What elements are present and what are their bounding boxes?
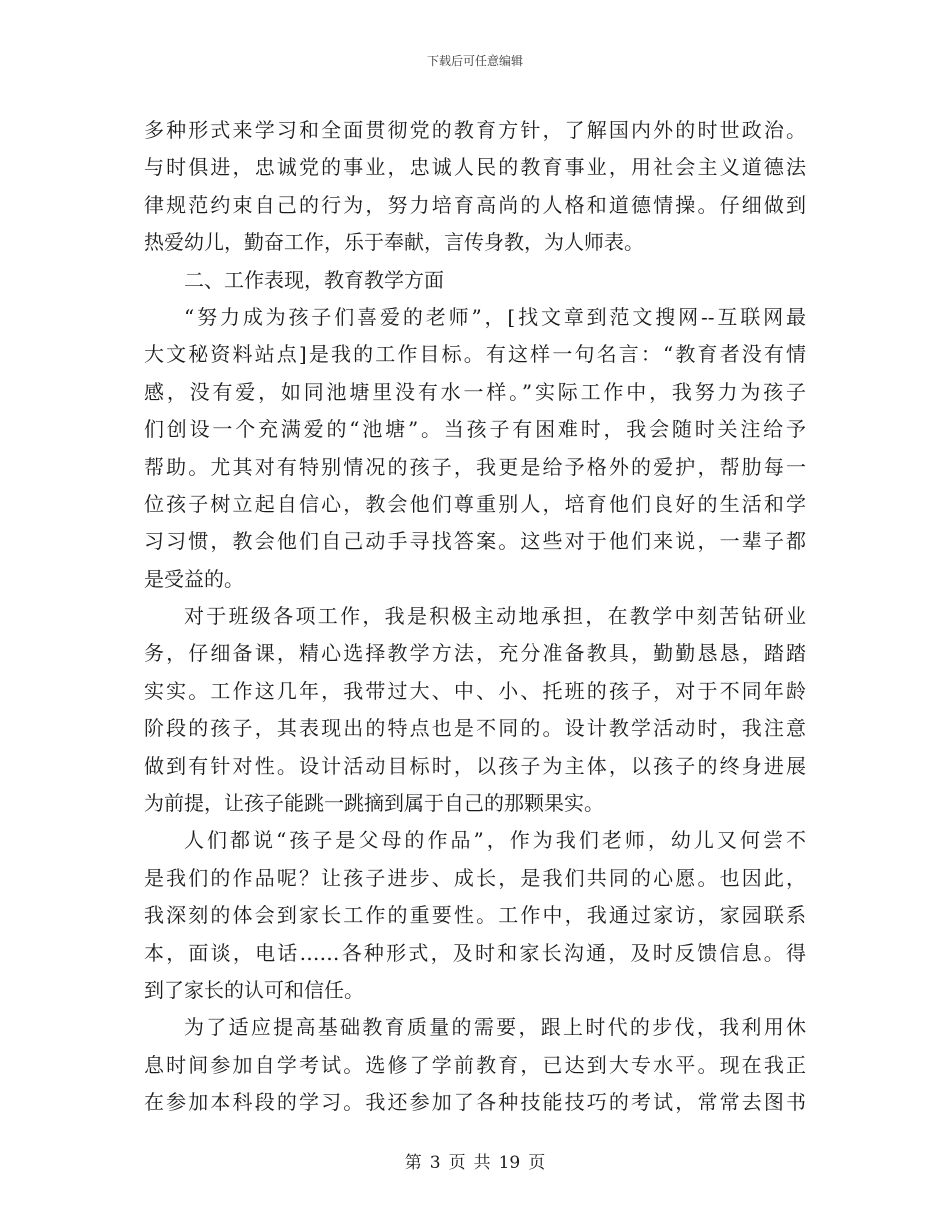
- current-page-number: 3: [429, 1153, 441, 1173]
- text-line: 务，仔细备课，精心选择教学方法，充分准备教具，勤勤恳恳，踏踏: [144, 641, 806, 666]
- text-line: 为前提，让孩子能跳一跳摘到属于自己的那颗果实。: [144, 791, 604, 816]
- text-line: 是我们的作品呢？让孩子进步、成长，是我们共同的心愿。也因此，: [144, 865, 806, 890]
- text-line: 息时间参加自学考试。选修了学前教育，已达到大专水平。现在我正: [144, 1052, 806, 1077]
- text-line: 本，面谈，电话……各种形式，及时和家长沟通，及时反馈信息。得: [144, 940, 806, 965]
- text-line: 与时俱进，忠诚党的事业，忠诚人民的教育事业，用社会主义道德法: [144, 155, 806, 180]
- text-line: 位孩子树立起自信心，教会他们尊重别人，培育他们良好的生活和学: [144, 491, 806, 516]
- text-line: “努力成为孩子们喜爱的老师”，[找文章到范文搜网--互联网最: [184, 304, 806, 329]
- text-line: 律规范约束自己的行为，努力培育高尚的人格和道德情操。仔细做到: [144, 192, 806, 217]
- text-line: 我深刻的体会到家长工作的重要性。工作中，我通过家访，家园联系: [144, 903, 806, 928]
- text-line: 大文秘资料站点]是我的工作目标。有这样一句名言：“教育者没有情: [144, 342, 806, 367]
- total-suffix: 页: [528, 1153, 546, 1173]
- text-line: 在参加本科段的学习。我还参加了各种技能技巧的考试，常常去图书: [144, 1090, 806, 1115]
- text-line: 阶段的孩子，其表现出的特点也是不同的。设计教学活动时，我注意: [144, 716, 806, 741]
- text-line: 多种形式来学习和全面贯彻党的教育方针，了解国内外的时世政治。: [144, 118, 806, 142]
- document-body: [144, 112, 806, 1122]
- total-pages-number: 19: [498, 1153, 521, 1173]
- total-prefix: 共: [473, 1153, 491, 1173]
- text-line: 实实。工作这几年，我带过大、中、小、托班的孩子，对于不同年龄: [144, 678, 806, 703]
- text-line: 们创设一个充满爱的“池塘”。当孩子有困难时，我会随时关注给予: [144, 417, 806, 442]
- text-line: 习习惯，教会他们自己动手寻找答案。这些对于他们来说，一辈子都: [144, 529, 806, 554]
- text-line: 对于班级各项工作，我是积极主动地承担，在教学中刻苦钻研业: [184, 604, 806, 629]
- text-line: 二、工作表现，教育教学方面: [184, 267, 444, 292]
- page-prefix: 第: [404, 1153, 422, 1173]
- text-line: 为了适应提高基础教育质量的需要，跟上时代的步伐，我利用休: [184, 1015, 806, 1040]
- text-line: 帮助。尤其对有特别情况的孩子，我更是给予格外的爱护，帮肋每一: [144, 454, 806, 479]
- page-footer: [0, 1153, 950, 1173]
- text-line: 感，没有爱，如同池塘里没有水一样。”实际工作中，我努力为孩子: [144, 379, 806, 404]
- text-line: 热爱幼儿，勤奋工作，乐于奉献，言传身教，为人师表。: [144, 230, 644, 255]
- page-word: 页: [448, 1153, 466, 1173]
- text-line: 到了家长的认可和信任。: [144, 977, 364, 1002]
- text-line: 人们都说“孩子是父母的作品”，作为我们老师，幼儿又何尝不: [184, 828, 806, 853]
- header-note: 下载后可任意编辑: [426, 54, 523, 68]
- text-line: 是受益的。: [144, 566, 244, 591]
- text-line: 做到有针对性。设计活动目标时，以孩子为主体，以孩子的终身进展: [144, 753, 806, 778]
- page-header: [0, 54, 950, 68]
